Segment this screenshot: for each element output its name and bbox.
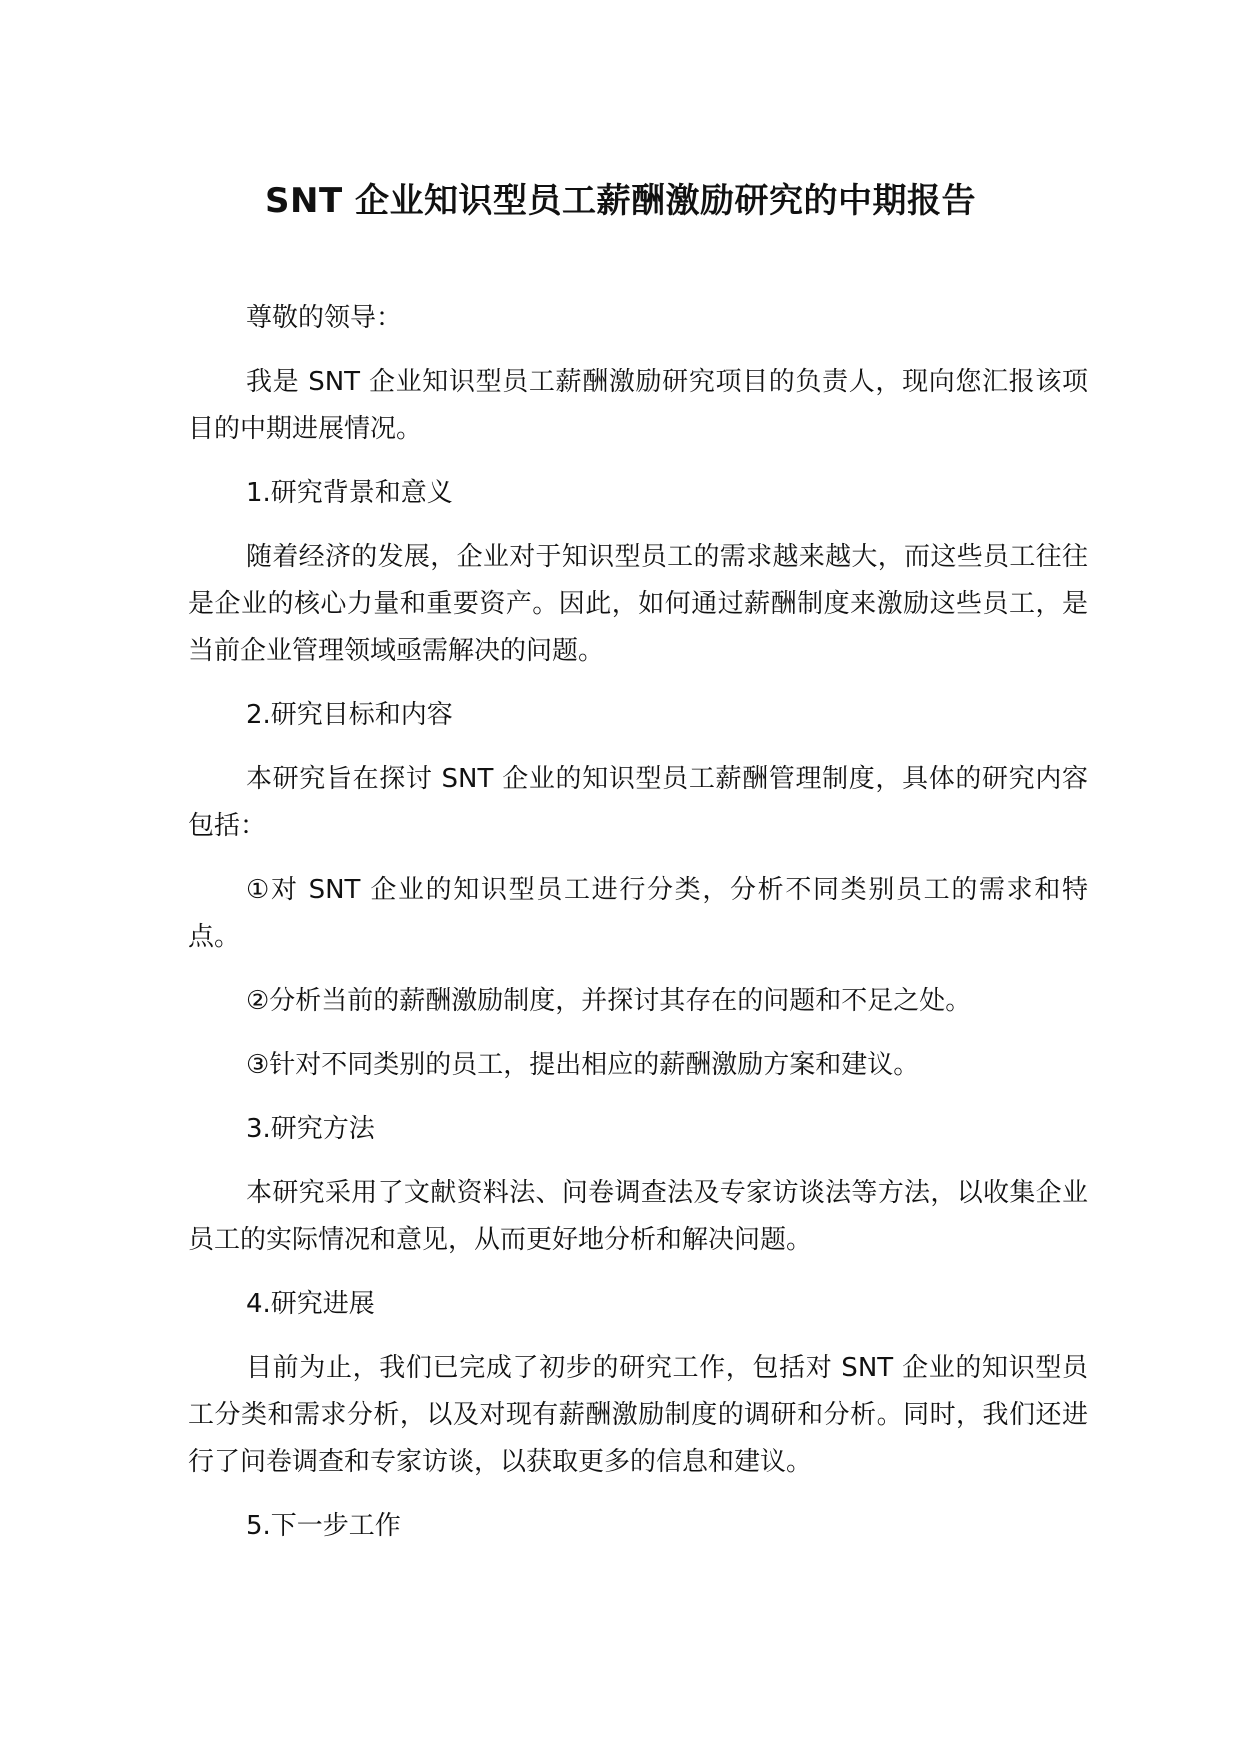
section-heading-objectives: 2.研究目标和内容 [246,700,453,730]
section-heading-methods: 3.研究方法 [246,1114,375,1144]
paragraph-progress: 目前为止，我们已完成了初步的研究工作，包括对 SNT 企业的知识型员工分类和需求分析，以及对现有薪酬激励制度的调研和分析。同时，我们还进行了问卷调查和专家访谈，以获取更多的信息和建议。 [188,1353,1088,1477]
section-heading-progress: 4.研究进展 [246,1289,375,1319]
list-item-1: ①对 SNT 企业的知识型员工进行分类，分析不同类别员工的需求和特点。 [188,875,1088,952]
salutation: 尊敬的领导： [246,303,403,333]
list-item-2: ②分析当前的薪酬激励制度，并探讨其存在的问题和不足之处。 [246,986,972,1016]
paragraph-objectives: 本研究旨在探讨 SNT 企业的知识型员工薪酬管理制度，具体的研究内容包括： [188,764,1088,841]
section-heading-next-steps: 5.下一步工作 [246,1511,401,1541]
intro-paragraph: 我是 SNT 企业知识型员工薪酬激励研究项目的负责人，现向您汇报该项目的中期进展情况。 [188,367,1088,444]
paragraph-methods: 本研究采用了文献资料法、问卷调查法及专家访谈法等方法，以收集企业员工的实际情况和意见，从而更好地分析和解决问题。 [188,1178,1088,1255]
list-item-3: ③针对不同类别的员工，提出相应的薪酬激励方案和建议。 [246,1050,920,1080]
paragraph-background: 随着经济的发展，企业对于知识型员工的需求越来越大，而这些员工往往是企业的核心力量和重要资产。因此，如何通过薪酬制度来激励这些员工，是当前企业管理领域亟需解决的问题。 [188,542,1088,666]
document-body [188,295,1088,1567]
document-title: SNT 企业知识型员工薪酬激励研究的中期报告 [265,181,976,221]
section-heading-background: 1.研究背景和意义 [246,478,453,508]
